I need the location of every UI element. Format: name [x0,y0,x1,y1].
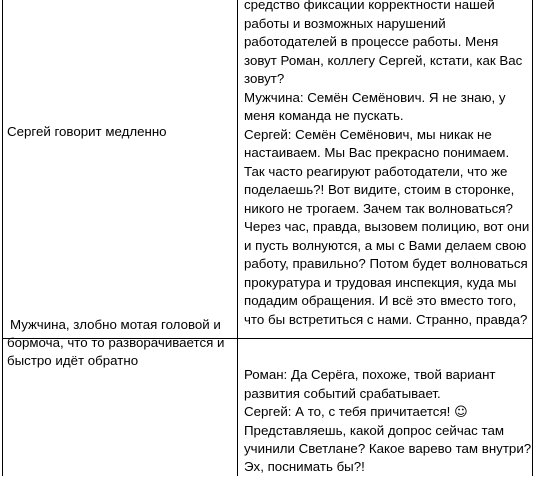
dialogue-line: средство фиксации корректности нашей [244,0,495,12]
dialogue-line: Через час, правда, вызовем полицию, вот они [244,219,530,234]
dialogue-line: развития событий срабатывает. [244,386,441,401]
smiley-icon: ☺ [454,405,468,420]
dialogue-line: работодателей в процессе работы. Меня [244,34,499,49]
dialogue-line: Сергей: Семён Семёнович, мы никак не [244,127,492,142]
dialogue-line: Так часто реагируют работодатели, что же [244,164,508,179]
stage-note-man-line-3: быстро идёт обратно [7,353,139,368]
column-divider [237,0,238,476]
dialogue-line: настаиваем. Мы Вас прекрасно понимаем. [244,145,510,160]
dialogue-line: что бы встретиться с нами. Странно, правда? [244,312,528,327]
dialogue-line: никого не трогаем. Зачем так волноваться? [244,201,513,216]
dialogue-line: подадим обращения. И всё это вместо того, [244,293,517,308]
table-right-border [532,0,533,476]
dialogue-line: работу, правильно? Потом будет волноваться [244,256,528,271]
stage-note-man-line-1: Мужчина, злобно мотая головой и [10,317,221,332]
dialogue-line: Мужчина: Семён Семёнович. Я не знаю, у [244,90,506,105]
dialogue-line: меня команда не пускать. [244,108,404,123]
dialogue-line: зовут? [244,71,285,86]
dialogue-line: работы и возможных нарушений [244,16,446,31]
dialogue-line: поделаешь?! Вот видите, стоим в сторонке, [244,182,515,197]
dialogue-line: и пусть волнуются, а мы с Вами делаем свою [244,238,527,253]
dialogue-line: Роман: Да Серёга, похоже, твой вариант [244,367,496,382]
stage-note-man-line-2: бормоча, что то разворачивается и [7,335,225,350]
dialogue-line: Представляешь, какой допрос сейчас там [244,423,504,438]
table-left-border [2,0,3,476]
dialogue-line: Эх, поснимать бы?! [244,459,365,474]
dialogue-line: прокуратура и трудовая инспекция, куда мы [244,275,517,290]
dialogue-line: зовут Роман, коллегу Сергей, кстати, как Вас [244,53,523,68]
dialogue-line-text: Сергей: А то, с тебя причитается! [244,404,451,419]
stage-note-sergey: Сергей говорит медленно [7,124,167,139]
dialogue-line-with-smiley [244,403,468,423]
dialogue-line: учинили Светлане? Какое варево там внутри? [244,441,532,456]
